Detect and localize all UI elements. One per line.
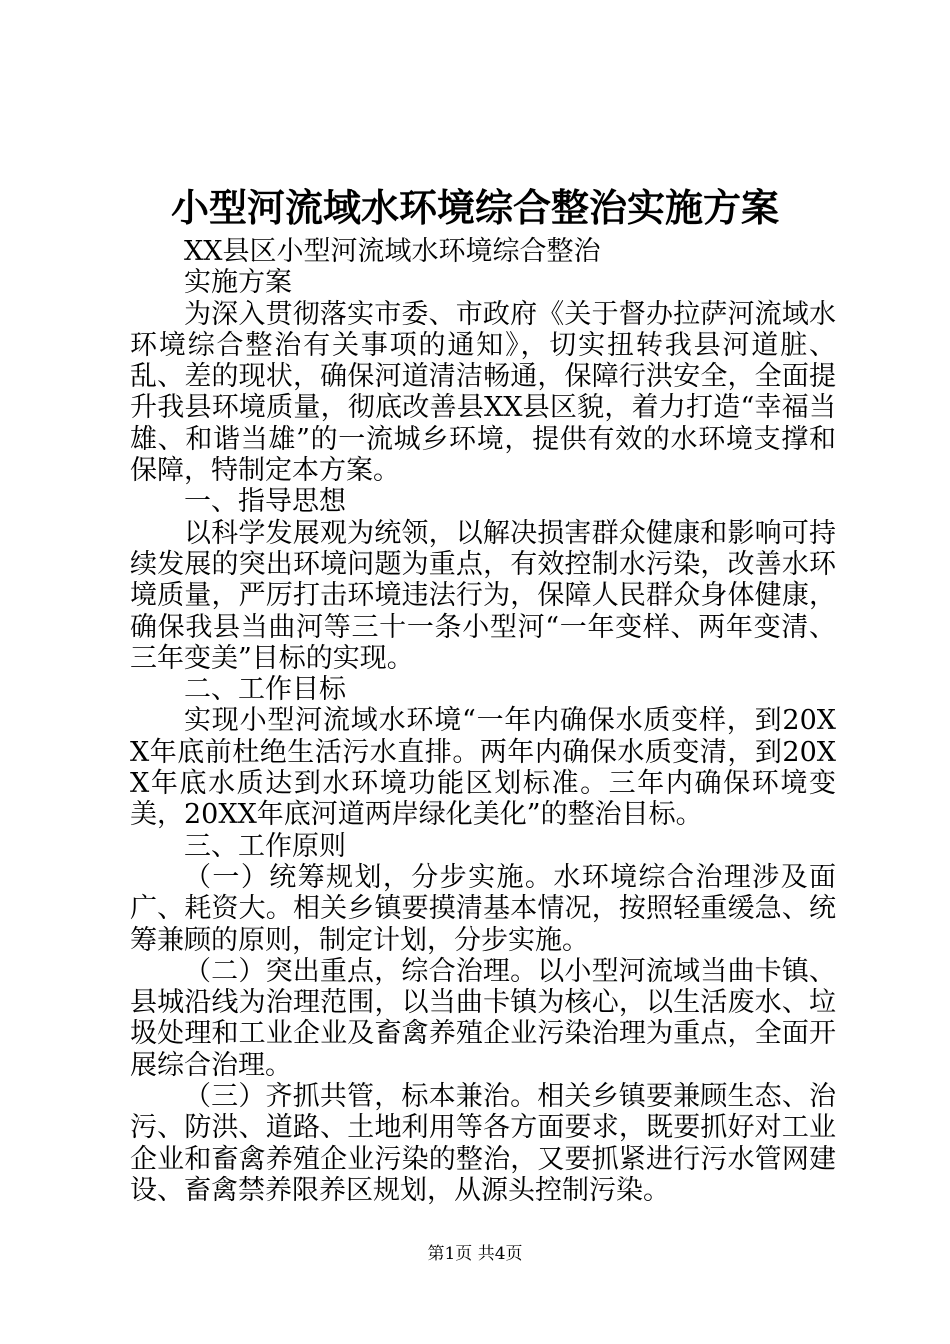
page-footer: 第1页 共4页 [427, 1244, 523, 1264]
paragraph-principle-2: （二）突出重点，综合治理。以小型河流域当曲卡镇、县城沿线为治理范围，以当曲卡镇为核心，以生活废水、垃圾处理和工业企业及畜禽养殖企业污染治理为重点，全面开展综合治理。 [130, 955, 836, 1081]
paragraph-guiding-thought: 以科学发展观为统领，以解决损害群众健康和影响可持续发展的突出环境问题为重点，有效控制水污染，改善水环境质量，严厉打击环境违法行为，保障人民群众身体健康，确保我县当曲河等三十一条小型河“一年变样、两年变清、三年变美”目标的实现。 [130, 517, 836, 674]
paragraph-principle-3: （三）齐抓共管，标本兼治。相关乡镇要兼顾生态、治污、防洪、道路、土地利用等各方面要求，既要抓好对工业企业和畜禽养殖企业污染的整治，又要抓紧进行污水管网建设、畜禽禁养限养区规划，从源头控制污染。 [130, 1081, 836, 1206]
paragraph-subtitle-2: 实施方案 [184, 267, 292, 299]
document-title: 小型河流域水环境综合整治实施方案 [170, 185, 779, 230]
document-body [130, 236, 836, 1206]
paragraph-work-goals: 实现小型河流域水环境“一年内确保水质变样，到20XX年底前杜绝生活污水直排。两年内确保水质变清，到20XX年底水质达到水环境功能区划标准。三年内确保环境变美，20XX年底河道两岸绿化美化”的整治目标。 [130, 705, 836, 831]
paragraph-intro: 为深入贯彻落实市委、市政府《关于督办拉萨河流域水环境综合整治有关事项的通知》，切实扭转我县河道脏、乱、差的现状，确保河道清洁畅通，保障行洪安全，全面提升我县环境质量，彻底改善县XX县区貌，着力打造“幸福当雄、和谐当雄”的一流城乡环境，提供有效的水环境支撑和保障，特制定本方案。 [130, 298, 836, 487]
section-heading-work-goals: 二、工作目标 [184, 674, 346, 706]
paragraph-principle-1: （一）统筹规划，分步实施。水环境综合治理涉及面广、耗资大。相关乡镇要摸清基本情况，按照轻重缓急、统筹兼顾的原则，制定计划，分步实施。 [130, 861, 836, 956]
section-heading-guiding-thought: 一、指导思想 [184, 486, 346, 518]
section-heading-work-principles: 三、工作原则 [184, 830, 346, 862]
paragraph-subtitle-1: XX县区小型河流域水环境综合整治 [184, 236, 601, 267]
